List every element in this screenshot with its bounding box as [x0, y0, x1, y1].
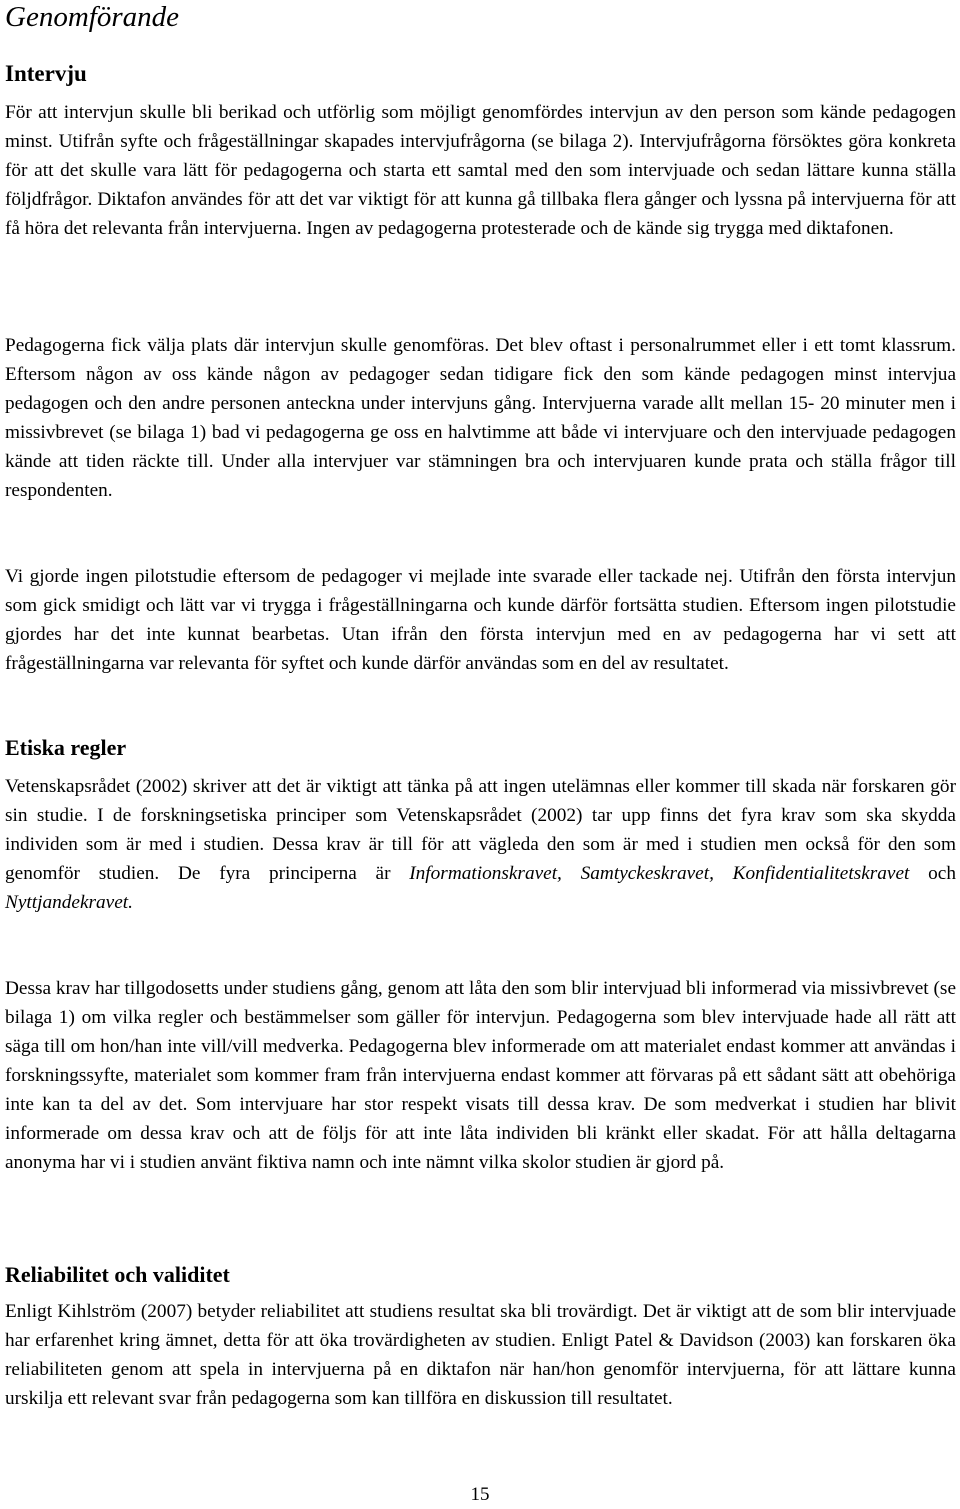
- page-number: 15: [470, 1484, 490, 1505]
- paragraph-etiska-1: [5, 772, 956, 917]
- paragraph-intervju-2: Pedagogerna fick välja plats där intervjun skulle genomföras. Det blev oftast i personalrummet eller i ett tomt klassrum. Eftersom någon av oss kände någon av pedagoger sedan tidigare fick den som kände pedagogen minst intervjua pedagogen och den andre personen anteckna under intervjuns gång. Intervjuerna varade allt mellan 15- 20 minuter men i missivbrevet (se bilaga 1) bad vi pedagogerna ge oss en halvtimme att både vi intervjuare och den intervjuade pedagogen kände att tiden räckte till. Under alla intervjuer var stämningen bra och intervjuaren kunde prata och ställa frågor till respondenten.: [5, 335, 956, 501]
- paragraph-intervju-1: För att intervjun skulle bli berikad och utförlig som möjligt genomfördes intervjun av den person som kände pedagogen minst. Utifrån syfte och frågeställningar skapades intervjufrågorna (se bilaga 2). Intervjufrågorna försöktes göra konkreta för att det skulle vara lätt för pedagogerna och starta ett samtal med den som intervjuade och sedan lättare kunna ställa följdfrågor. Diktafon användes för att det var viktigt för att kunna gå tillbaka flera gånger och lyssna på intervjuerna för att få höra det relevanta från intervjuerna. Ingen av pedagogerna protesterade och de kände sig trygga med diktafonen.: [5, 102, 956, 239]
- paragraph-intervju-3: Vi gjorde ingen pilotstudie eftersom de pedagoger vi mejlade inte svarade eller tackade nej. Utifrån den första intervjun som gick smidigt och lätt var vi trygga i frågeställningarna och kunde därför fortsätta studien. Eftersom ingen pilotstudie gjordes har det inte kunnat bearbetas. Utan ifrån den första intervjun med en av pedagogerna har vi sett att frågeställningarna var relevanta för syftet och kunde därför användas som en del av resultatet.: [5, 566, 956, 674]
- heading-intervju: Intervju: [5, 61, 87, 86]
- principle-konfidentialitet: Konfidentialitetskravet: [732, 863, 910, 884]
- conjunction-text: och: [928, 863, 956, 884]
- page-title: Genomförande: [5, 1, 179, 33]
- principle-information: Informationskravet,: [409, 863, 562, 884]
- heading-etiska-regler: Etiska regler: [5, 735, 127, 760]
- paragraph-reliabilitet-1: Enligt Kihlström (2007) betyder reliabilitet att studiens resultat ska bli trovärdigt. Det är viktigt att de som blir intervjuade har erfarenhet kring ämnet, detta för att öka trovärdigheten av studien. Enligt Patel & Davidson (2003) kan forskaren öka reliabiliteten genom att spela in intervjuerna på en diktafon när han/hon genomför intervjuerna, för att lättare kunna urskilja ett relevant svar från pedagogerna som kan tillföra en diskussion till resultatet.: [5, 1301, 956, 1409]
- paragraph-etiska-2: Dessa krav har tillgodosetts under studiens gång, genom att låta den som blir intervjuad bli informerad via missivbrevet (se bilaga 1) om vilka regler och bestämmelser som gäller för intervjun. Pedagogerna som blev intervjuade hade all rätt att säga till om hon/han inte vill/vill medverka. Pedagogerna blev informerade om att materialet endast kommer att användas i forskningssyfte, materialet som kommer fram från intervjuerna endast kommer att förvaras på ett sådant sätt att obehöriga inte kan ta del av det. Som intervjuare har stor respekt visats till dessa krav. De som medverkat i studien har blivit informerade om dessa krav och att de följs för att inte låta individen bli kränkt eller skadat. För att hålla deltagarna anonyma har vi i studien använt fiktiva namn och inte nämnt vilka skolor studien är gjord på.: [5, 978, 956, 1173]
- principle-samtycke: Samtyckeskravet,: [580, 863, 714, 884]
- principle-nyttjande: Nyttjandekravet.: [5, 892, 133, 913]
- heading-reliabilitet: Reliabilitet och validitet: [5, 1262, 230, 1287]
- paragraph-text: Vetenskapsrådet (2002) skriver att det är viktigt att tänka på att ingen utelämnas eller kommer till skada när forskaren gör sin studie. I de forskningsetiska principer som Vetenskapsrådet (2002) tar upp finns det fyra krav som ska skydda individen som är med i studien. Dessa krav är till för att vägleda den som är med i studien men också för den som genomför studien. De fyra principerna är: [5, 776, 956, 884]
